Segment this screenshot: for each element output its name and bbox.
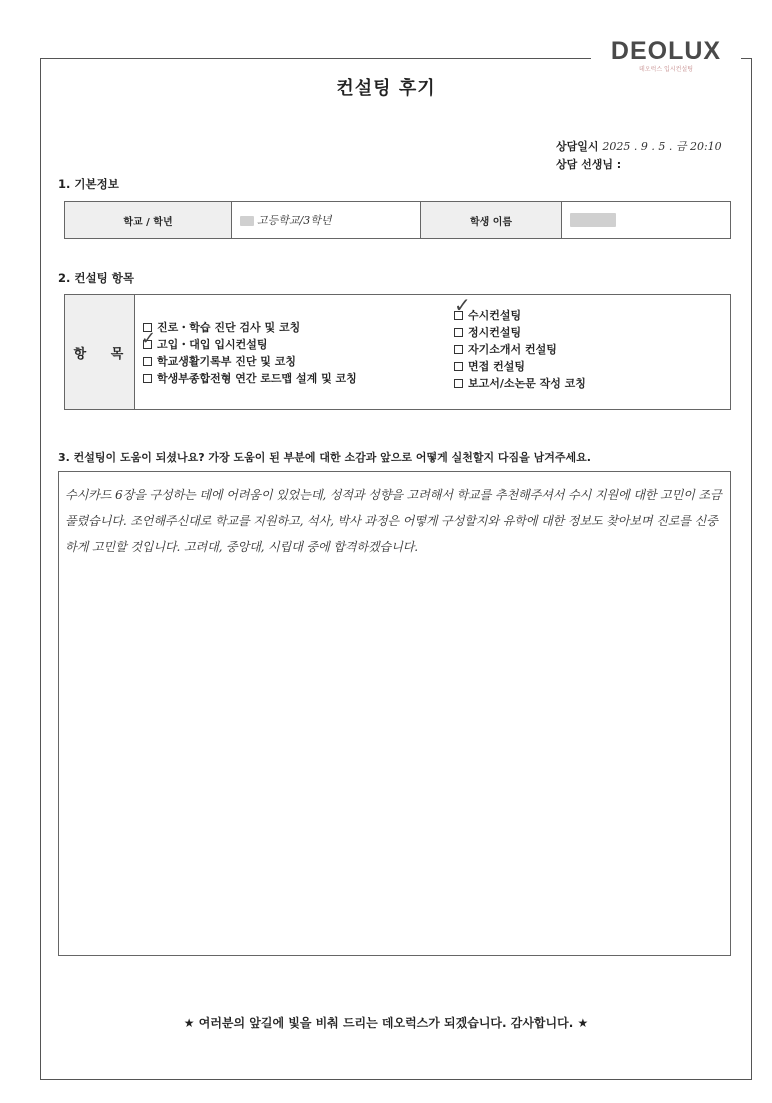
right-options xyxy=(454,293,586,392)
section-basic-info-heading: 1. 기본정보 xyxy=(58,177,119,191)
option-self-intro: 자기소개서 컨설팅 xyxy=(454,341,586,358)
option-susi: ✓ 수시컨설팅 xyxy=(454,293,522,322)
school-grade-label: 학교 / 학년 xyxy=(65,202,232,239)
logo-tagline: 데오럭스 입시컨설팅 xyxy=(638,66,694,73)
checkbox-roadmap[interactable] xyxy=(143,374,152,383)
check-mark-icon: ✓ xyxy=(454,293,471,317)
checkbox-report[interactable] xyxy=(454,379,463,388)
redacted-name xyxy=(570,213,616,227)
consult-teacher-row xyxy=(556,156,722,174)
student-name-label: 학생 이름 xyxy=(421,202,562,239)
school-grade-cell xyxy=(232,202,421,239)
basic-info-table xyxy=(64,201,731,239)
feedback-question: 3. 컨설팅이 도움이 되셨나요? 가장 도움이 된 부분에 대한 소감과 앞으로 어떻게 실천할지 다짐을 남겨주세요. xyxy=(58,451,591,464)
option-jeongsi: 정시컨설팅 xyxy=(454,324,586,341)
checkbox-interview[interactable] xyxy=(454,362,463,371)
option-school-record: 학교생활기록부 진단 및 코칭 xyxy=(143,353,357,370)
option-interview: 면접 컨설팅 xyxy=(454,358,586,375)
option-career-diagnosis: 진로・학습 진단 검사 및 코칭 xyxy=(143,319,357,336)
consult-teacher-label: 상담 선생님 : xyxy=(556,158,622,171)
consult-meta xyxy=(556,138,722,174)
checkbox-self-intro[interactable] xyxy=(454,345,463,354)
check-mark-icon: ✓ xyxy=(141,328,157,349)
section-consulting-items-heading: 2. 컨설팅 항목 xyxy=(58,271,134,285)
footer-message: ★ 여러분의 앞길에 빛을 비춰 드리는 데오럭스가 되겠습니다. 감사합니다. ★ xyxy=(183,1016,589,1030)
option-roadmap: 학생부종합전형 연간 로드맵 설계 및 코칭 xyxy=(143,370,357,387)
feedback-answer-text: 수시카드 6장을 구성하는 데에 어려움이 있었는데, 성적과 성향을 고려해서 학교를 추천해주셔서 수시 지원에 대한 고민이 조금 풀렸습니다. 조언해주신대로 학교를 지원하고, 석사, 박사 과정은 어떻게 구성할지와 유학에 대한 정보도 찾아보며 진로를 신중하게 고민할 것입니다. 고려대, 중앙대, 시립대 중에 합격하겠습니다. xyxy=(65,488,722,554)
redacted-mark xyxy=(240,216,254,226)
checkbox-jeongsi[interactable] xyxy=(454,328,463,337)
option-report: 보고서/소논문 작성 코칭 xyxy=(454,375,586,392)
page-title: 컨설팅 후기 xyxy=(336,78,436,99)
feedback-answer-box xyxy=(58,471,731,956)
checkbox-school-record[interactable] xyxy=(143,357,152,366)
student-name-cell xyxy=(562,202,731,239)
consulting-items-table xyxy=(64,294,731,410)
logo-wordmark: DEOLUX xyxy=(610,37,722,65)
consult-date-value: 2025 . 9 . 5 . 금 20:10 xyxy=(602,140,722,153)
school-grade-value: 고등학교/3학년 xyxy=(257,214,332,227)
option-admission-consulting: ✓ 고입・대입 입시컨설팅 xyxy=(141,328,268,351)
consult-date-label: 상담일시 xyxy=(556,140,599,153)
items-label: 항 목 xyxy=(65,295,135,409)
left-options xyxy=(143,319,357,387)
consult-date-row xyxy=(556,138,722,156)
